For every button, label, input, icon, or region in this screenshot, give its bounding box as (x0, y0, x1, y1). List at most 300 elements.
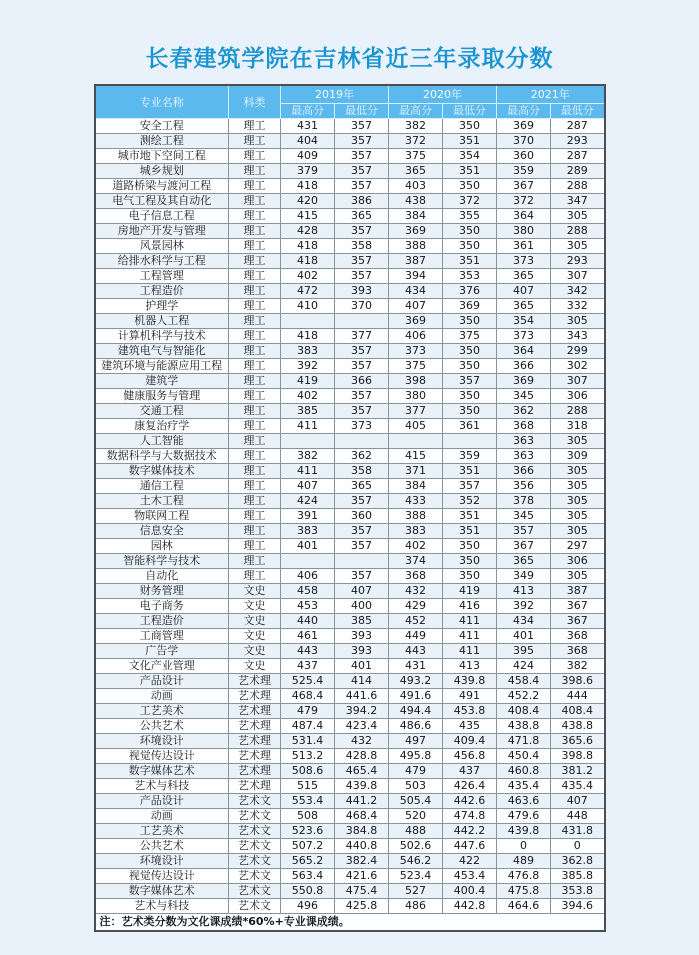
cell-score: 367 (497, 179, 551, 194)
cell-score: 342 (551, 284, 605, 299)
cell-category: 艺术理 (229, 689, 281, 704)
cell-major: 交通工程 (95, 404, 229, 419)
cell-score: 366 (497, 359, 551, 374)
table-row (95, 224, 605, 239)
cell-score: 563.4 (281, 869, 335, 884)
table-row (95, 119, 605, 134)
cell-major: 安全工程 (95, 119, 229, 134)
cell-major: 工艺美术 (95, 704, 229, 719)
cell-category: 理工 (229, 539, 281, 554)
table-row (95, 719, 605, 734)
cell-score: 350 (443, 119, 497, 134)
table-row (95, 764, 605, 779)
cell-score: 0 (497, 839, 551, 854)
cell-category: 文史 (229, 644, 281, 659)
table-row (95, 704, 605, 719)
cell-major: 机器人工程 (95, 314, 229, 329)
cell-category: 理工 (229, 404, 281, 419)
cell-major: 电气工程及其自动化 (95, 194, 229, 209)
cell-major: 数字媒体技术 (95, 464, 229, 479)
cell-score: 357 (335, 179, 389, 194)
cell-score: 428.8 (335, 749, 389, 764)
cell-score: 351 (443, 464, 497, 479)
cell-score: 428 (281, 224, 335, 239)
cell-category: 艺术理 (229, 749, 281, 764)
cell-score: 434 (497, 614, 551, 629)
cell-major: 建筑环境与能源应用工程 (95, 359, 229, 374)
cell-major: 数据科学与大数据技术 (95, 449, 229, 464)
cell-score: 388 (389, 509, 443, 524)
cell-score: 382 (389, 119, 443, 134)
cell-score: 305 (551, 314, 605, 329)
cell-score: 372 (497, 194, 551, 209)
cell-score: 431 (281, 119, 335, 134)
cell-score: 368 (389, 569, 443, 584)
cell-score: 496 (281, 899, 335, 914)
cell-score: 360 (497, 149, 551, 164)
cell-score: 363 (497, 434, 551, 449)
cell-score: 453.4 (443, 869, 497, 884)
cell-score: 357 (335, 164, 389, 179)
cell-category: 理工 (229, 449, 281, 464)
cell-score: 407 (335, 584, 389, 599)
cell-score: 523.4 (389, 869, 443, 884)
cell-score: 431.8 (551, 824, 605, 839)
cell-category: 文史 (229, 659, 281, 674)
cell-score: 465.4 (335, 764, 389, 779)
cell-score: 493.2 (389, 674, 443, 689)
table-row (95, 269, 605, 284)
cell-score: 443 (281, 644, 335, 659)
cell-score: 357 (335, 524, 389, 539)
cell-score: 384 (389, 209, 443, 224)
cell-score: 531.4 (281, 734, 335, 749)
cell-score: 383 (281, 344, 335, 359)
cell-score: 420 (281, 194, 335, 209)
cell-score: 515 (281, 779, 335, 794)
cell-score: 416 (443, 599, 497, 614)
table-row (95, 344, 605, 359)
cell-score: 431 (389, 659, 443, 674)
cell-category: 文史 (229, 614, 281, 629)
cell-score: 489 (497, 854, 551, 869)
cell-major: 艺术与科技 (95, 899, 229, 914)
cell-score: 395 (497, 644, 551, 659)
cell-score: 373 (497, 329, 551, 344)
cell-score: 385 (335, 614, 389, 629)
cell-category: 理工 (229, 419, 281, 434)
cell-score: 486.6 (389, 719, 443, 734)
cell-major: 房地产开发与管理 (95, 224, 229, 239)
cell-score: 357 (443, 374, 497, 389)
cell-score: 491.6 (389, 689, 443, 704)
cell-score: 375 (389, 149, 443, 164)
cell-score: 393 (335, 284, 389, 299)
cell-score: 357 (335, 269, 389, 284)
cell-score: 370 (497, 134, 551, 149)
cell-score: 442.6 (443, 794, 497, 809)
cell-score: 351 (443, 509, 497, 524)
cell-score: 404 (281, 134, 335, 149)
cell-score: 357 (335, 539, 389, 554)
table-row (95, 839, 605, 854)
cell-score: 305 (551, 509, 605, 524)
cell-major: 工程造价 (95, 614, 229, 629)
cell-score: 377 (335, 329, 389, 344)
cell-category: 艺术理 (229, 734, 281, 749)
cell-score: 351 (443, 254, 497, 269)
table-row (95, 164, 605, 179)
cell-score: 479 (281, 704, 335, 719)
header-year-2019: 2019年 (281, 85, 389, 104)
cell-score: 297 (551, 539, 605, 554)
cell-score: 350 (443, 569, 497, 584)
table-row (95, 614, 605, 629)
cell-score: 305 (551, 209, 605, 224)
cell-score: 503 (389, 779, 443, 794)
table-row (95, 479, 605, 494)
table-row (95, 869, 605, 884)
cell-score: 546.2 (389, 854, 443, 869)
cell-major: 环境设计 (95, 734, 229, 749)
cell-score: 398.8 (551, 749, 605, 764)
header-year-2021: 2021年 (497, 85, 605, 104)
cell-score: 353 (443, 269, 497, 284)
cell-score: 360 (335, 509, 389, 524)
cell-score: 400 (335, 599, 389, 614)
cell-category: 文史 (229, 629, 281, 644)
cell-score: 407 (497, 284, 551, 299)
cell-score (281, 554, 335, 569)
cell-score: 487.4 (281, 719, 335, 734)
cell-score: 357 (335, 119, 389, 134)
cell-major: 财务管理 (95, 584, 229, 599)
table-footer (95, 914, 605, 932)
cell-score: 293 (551, 254, 605, 269)
cell-score: 355 (443, 209, 497, 224)
table-row (95, 809, 605, 824)
cell-score: 382.4 (335, 854, 389, 869)
cell-score (443, 434, 497, 449)
cell-score: 367 (497, 539, 551, 554)
cell-major: 护理学 (95, 299, 229, 314)
cell-score: 351 (443, 134, 497, 149)
cell-score: 468.4 (281, 689, 335, 704)
cell-major: 城市地下空间工程 (95, 149, 229, 164)
cell-score: 408.4 (551, 704, 605, 719)
cell-major: 公共艺术 (95, 839, 229, 854)
cell-score: 359 (497, 164, 551, 179)
cell-category: 理工 (229, 119, 281, 134)
table-row (95, 149, 605, 164)
cell-score: 0 (551, 839, 605, 854)
cell-score: 418 (281, 329, 335, 344)
cell-score: 357 (335, 494, 389, 509)
header-year-2020: 2020年 (389, 85, 497, 104)
table-body (95, 119, 605, 914)
cell-score: 365 (335, 479, 389, 494)
cell-score: 437 (281, 659, 335, 674)
cell-score (335, 314, 389, 329)
cell-score: 372 (389, 134, 443, 149)
cell-score: 468.4 (335, 809, 389, 824)
cell-major: 建筑电气与智能化 (95, 344, 229, 359)
cell-score: 307 (551, 374, 605, 389)
cell-score: 302 (551, 359, 605, 374)
cell-score: 357 (335, 134, 389, 149)
cell-major: 通信工程 (95, 479, 229, 494)
cell-score: 422 (443, 854, 497, 869)
cell-score: 361 (443, 419, 497, 434)
table-row (95, 509, 605, 524)
cell-major: 城乡规划 (95, 164, 229, 179)
cell-score: 391 (281, 509, 335, 524)
cell-score: 434 (389, 284, 443, 299)
cell-score: 458.4 (497, 674, 551, 689)
cell-score: 350 (443, 389, 497, 404)
cell-score: 383 (281, 524, 335, 539)
cell-major: 风景园林 (95, 239, 229, 254)
table-row (95, 314, 605, 329)
table-row (95, 419, 605, 434)
cell-score: 458 (281, 584, 335, 599)
cell-major: 康复治疗学 (95, 419, 229, 434)
cell-score: 357 (335, 224, 389, 239)
cell-score: 475.8 (497, 884, 551, 899)
cell-score: 432 (335, 734, 389, 749)
cell-category: 理工 (229, 359, 281, 374)
table-row (95, 299, 605, 314)
table-row (95, 524, 605, 539)
cell-score: 345 (497, 389, 551, 404)
cell-score: 508.6 (281, 764, 335, 779)
cell-score: 384 (389, 479, 443, 494)
cell-score: 407 (281, 479, 335, 494)
cell-category: 理工 (229, 389, 281, 404)
cell-score: 403 (389, 179, 443, 194)
cell-score: 362 (497, 404, 551, 419)
cell-major: 广告学 (95, 644, 229, 659)
cell-category: 艺术文 (229, 794, 281, 809)
cell-score: 370 (335, 299, 389, 314)
cell-score: 429 (389, 599, 443, 614)
table-row (95, 239, 605, 254)
cell-score: 357 (497, 524, 551, 539)
cell-score: 382 (551, 659, 605, 674)
cell-score: 441.6 (335, 689, 389, 704)
cell-score: 383 (389, 524, 443, 539)
cell-score: 350 (443, 344, 497, 359)
header-high-2020: 最高分 (389, 104, 443, 119)
cell-score: 440.8 (335, 839, 389, 854)
cell-score: 362 (335, 449, 389, 464)
cell-score: 305 (551, 239, 605, 254)
cell-score: 332 (551, 299, 605, 314)
cell-score: 550.8 (281, 884, 335, 899)
cell-category: 理工 (229, 284, 281, 299)
cell-score: 406 (389, 329, 443, 344)
cell-score: 421.6 (335, 869, 389, 884)
cell-major: 计算机科学与技术 (95, 329, 229, 344)
cell-category: 理工 (229, 554, 281, 569)
cell-score: 475.4 (335, 884, 389, 899)
cell-score: 376 (443, 284, 497, 299)
cell-score: 414 (335, 674, 389, 689)
cell-score: 354 (443, 149, 497, 164)
table-row (95, 794, 605, 809)
table-row (95, 734, 605, 749)
cell-score: 452 (389, 614, 443, 629)
cell-score: 402 (281, 269, 335, 284)
cell-score: 364 (497, 209, 551, 224)
cell-score: 474.8 (443, 809, 497, 824)
cell-score: 306 (551, 554, 605, 569)
table-row (95, 374, 605, 389)
cell-score: 364 (497, 344, 551, 359)
cell-score: 439.8 (497, 824, 551, 839)
cell-score: 378 (497, 494, 551, 509)
table-row (95, 539, 605, 554)
header-year-row (95, 85, 605, 104)
cell-category: 艺术理 (229, 674, 281, 689)
cell-category: 理工 (229, 569, 281, 584)
cell-score: 353.8 (551, 884, 605, 899)
cell-score: 350 (443, 359, 497, 374)
cell-score: 306 (551, 389, 605, 404)
cell-category: 理工 (229, 524, 281, 539)
cell-major: 视觉传达设计 (95, 869, 229, 884)
cell-score: 305 (551, 524, 605, 539)
cell-score: 309 (551, 449, 605, 464)
cell-score: 357 (335, 359, 389, 374)
cell-score: 424 (281, 494, 335, 509)
cell-score: 507.2 (281, 839, 335, 854)
cell-category: 艺术理 (229, 719, 281, 734)
cell-category: 理工 (229, 194, 281, 209)
cell-score: 305 (551, 464, 605, 479)
cell-score: 369 (389, 224, 443, 239)
cell-score: 373 (389, 344, 443, 359)
cell-score: 402 (281, 389, 335, 404)
cell-score: 442.2 (443, 824, 497, 839)
cell-score: 437 (443, 764, 497, 779)
cell-category: 艺术文 (229, 869, 281, 884)
cell-score: 525.4 (281, 674, 335, 689)
cell-score: 439.8 (443, 674, 497, 689)
page-title: 长春建筑学院在吉林省近三年录取分数 (145, 46, 554, 72)
cell-category: 理工 (229, 209, 281, 224)
cell-category: 理工 (229, 254, 281, 269)
cell-score: 365 (497, 269, 551, 284)
cell-score: 307 (551, 269, 605, 284)
cell-score: 491 (443, 689, 497, 704)
cell-score: 419 (443, 584, 497, 599)
cell-score: 453.8 (443, 704, 497, 719)
cell-score: 424 (497, 659, 551, 674)
cell-score: 418 (281, 239, 335, 254)
cell-major: 电子商务 (95, 599, 229, 614)
cell-category: 理工 (229, 269, 281, 284)
cell-score: 352 (443, 494, 497, 509)
cell-score: 406 (281, 569, 335, 584)
cell-score: 385.8 (551, 869, 605, 884)
cell-major: 工商管理 (95, 629, 229, 644)
cell-category: 理工 (229, 299, 281, 314)
cell-major: 健康服务与管理 (95, 389, 229, 404)
cell-score: 385 (281, 404, 335, 419)
cell-score (281, 434, 335, 449)
cell-major: 电子信息工程 (95, 209, 229, 224)
cell-major: 数字媒体艺术 (95, 764, 229, 779)
table-row (95, 494, 605, 509)
cell-score: 350 (443, 239, 497, 254)
cell-score: 356 (497, 479, 551, 494)
cell-score: 513.2 (281, 749, 335, 764)
cell-score: 425.8 (335, 899, 389, 914)
cell-major: 动画 (95, 809, 229, 824)
cell-score: 439.8 (335, 779, 389, 794)
table-row (95, 659, 605, 674)
cell-category: 艺术文 (229, 899, 281, 914)
table-row (95, 629, 605, 644)
cell-score: 409.4 (443, 734, 497, 749)
cell-score: 380 (389, 389, 443, 404)
cell-score: 357 (335, 569, 389, 584)
cell-category: 艺术文 (229, 884, 281, 899)
cell-score: 375 (443, 329, 497, 344)
cell-major: 给排水科学与工程 (95, 254, 229, 269)
cell-major: 自动化 (95, 569, 229, 584)
table-row (95, 674, 605, 689)
header-major: 专业名称 (95, 85, 229, 119)
cell-score: 362.8 (551, 854, 605, 869)
cell-score: 345 (497, 509, 551, 524)
cell-category: 理工 (229, 239, 281, 254)
cell-major: 文化产业管理 (95, 659, 229, 674)
cell-major: 艺术与科技 (95, 779, 229, 794)
note-row (95, 914, 605, 932)
cell-score: 369 (497, 119, 551, 134)
cell-score: 350 (443, 314, 497, 329)
cell-score: 495.8 (389, 749, 443, 764)
cell-category: 理工 (229, 344, 281, 359)
cell-score: 288 (551, 179, 605, 194)
cell-score: 419 (281, 374, 335, 389)
cell-score: 387 (551, 584, 605, 599)
cell-score: 476.8 (497, 869, 551, 884)
cell-score: 443 (389, 644, 443, 659)
cell-score: 463.6 (497, 794, 551, 809)
table-row (95, 449, 605, 464)
table-row (95, 404, 605, 419)
cell-score: 401 (497, 629, 551, 644)
cell-score: 413 (497, 584, 551, 599)
cell-score: 415 (281, 209, 335, 224)
cell-score: 523.6 (281, 824, 335, 839)
cell-score: 365 (335, 209, 389, 224)
cell-major: 环境设计 (95, 854, 229, 869)
cell-score: 472 (281, 284, 335, 299)
cell-major: 园林 (95, 539, 229, 554)
cell-score: 379 (281, 164, 335, 179)
cell-score: 305 (551, 494, 605, 509)
cell-score: 401 (281, 539, 335, 554)
cell-category: 理工 (229, 329, 281, 344)
admission-scores-table (94, 84, 606, 932)
cell-score: 408.4 (497, 704, 551, 719)
cell-score: 368 (497, 419, 551, 434)
cell-score: 393 (335, 644, 389, 659)
